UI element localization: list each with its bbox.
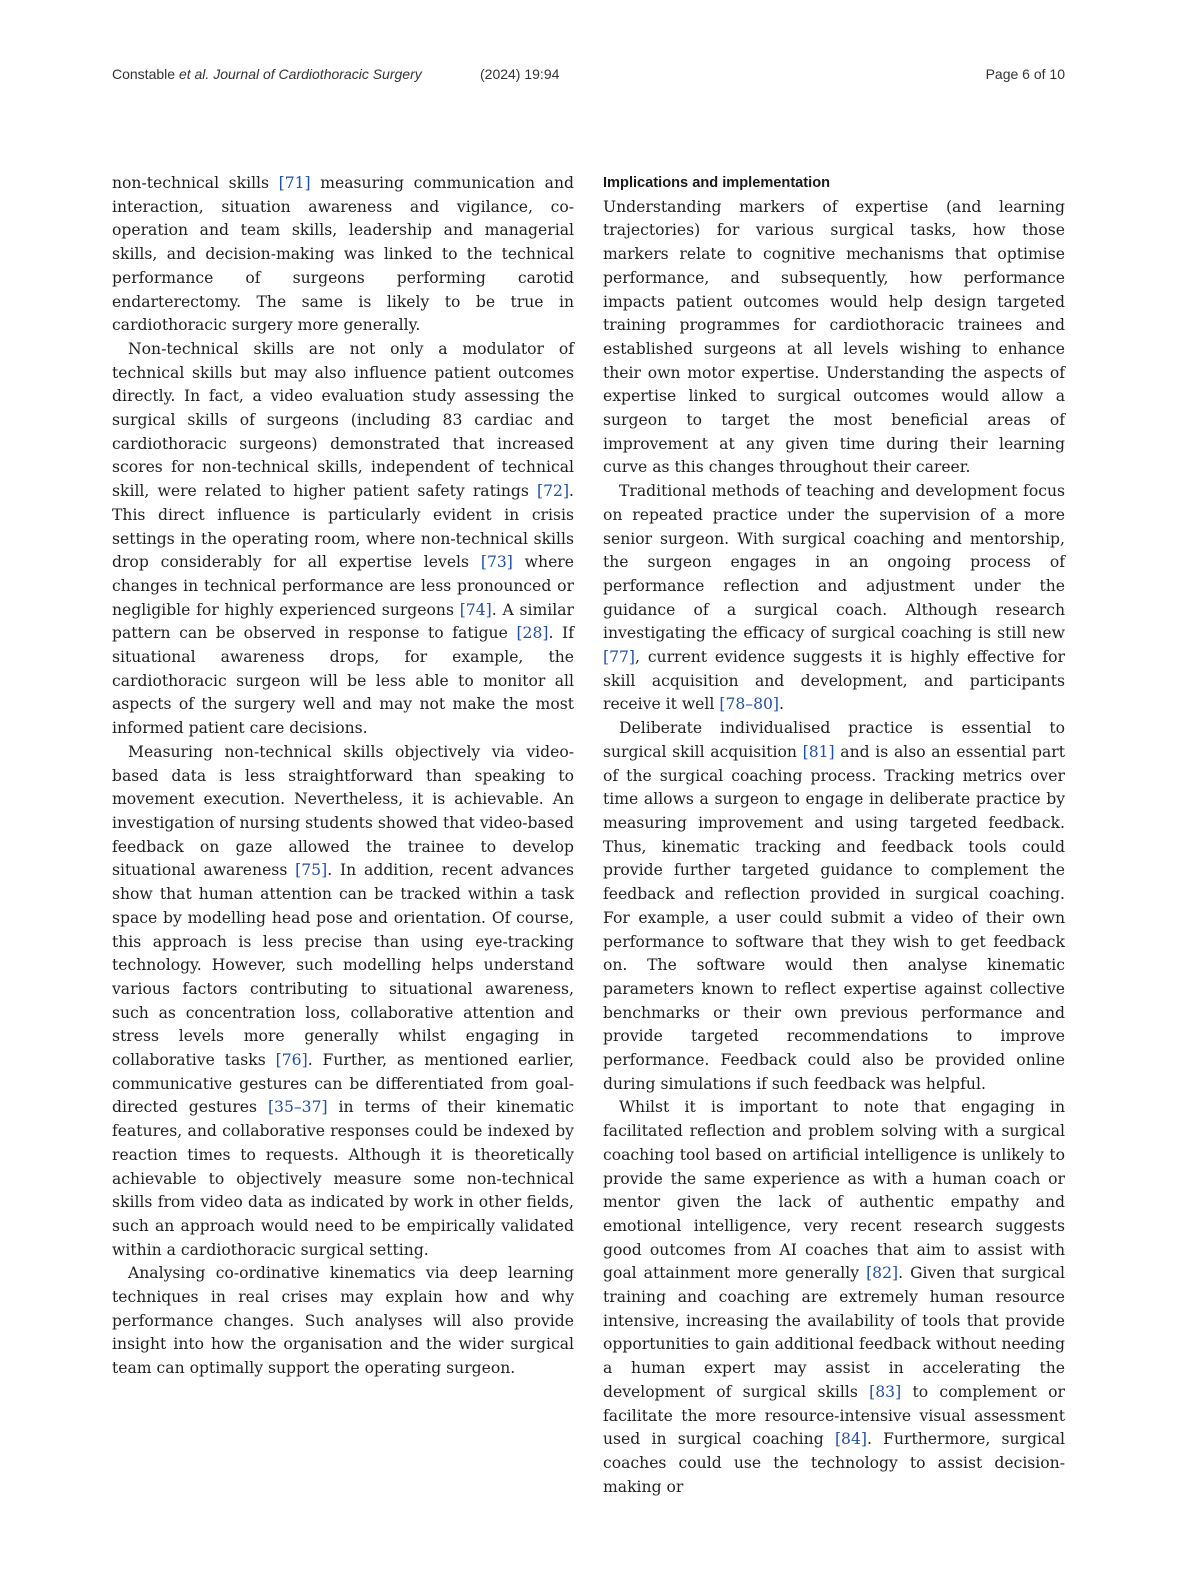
citation-link[interactable]: [72]	[537, 482, 570, 501]
paragraph: Analysing co-ordinative kinematics via deep learning techniques in real crises may explain how and why performance changes. Such analyses will also provide insight into how the organisation and the wider surgical team can optimally support the operating surgeon.	[112, 1264, 574, 1378]
paragraph: Measuring non-technical skills objectively via video-based data is less straightforward than speaking to movement execution. Nevertheless, it is achievable. An investigation of nursing students showed that video-based feedback on gaze allowed the trainee to develop situational awareness [75]. In addition, recent advances show that human attention can be tracked within a task space by modelling head pose and orientation. Of course, this approach is less precise than using eye-tracking technology. However, such modelling helps understand various factors contributing to situational awareness, such as concentration loss, collaborative attention and stress levels more generally whilst engaging in collaborative tasks [76]. Further, as mentioned earlier, communicative gestures can be differentiated from goal-directed gestures [35–37] in terms of their kinematic features, and collaborative responses could be indexed by reaction times to requests. Although it is theoretically achievable to objectively measure some non-technical skills from video data as indicated by work in other fields, such an approach would need to be empirically validated within a cardiothoracic surgical setting.	[112, 742, 574, 1259]
running-header	[112, 66, 1065, 86]
citation-link[interactable]: [77]	[603, 648, 636, 667]
right-column	[603, 172, 1065, 1499]
citation-link[interactable]: [71]	[278, 174, 311, 192]
paragraph: Traditional methods of teaching and development focus on repeated practice under the supervision of a more senior surgeon. With surgical coaching and mentorship, the surgeon engages in an ongoing process of performance reflection and adjustment under the guidance of a surgical coach. Although research investigating the efficacy of surgical coaching is still new [77], current evidence suggests it is highly effective for skill acquisition and development, and participants receive it well [78–80].	[603, 482, 1065, 714]
paragraph: Deliberate individualised practice is essential to surgical skill acquisition [81] and is also an essential part of the surgical coaching process. Tracking metrics over time allows a surgeon to engage in deliberate practice by measuring improvement and using targeted feedback. Thus, kinematic tracking and feedback tools could provide further targeted guidance to complement the feedback and reflection provided in surgical coaching. For example, a user could submit a video of their own performance to software that they wish to get feedback on. The software would then analyse kinematic parameters known to reflect expertise against collective benchmarks or their own previous performance and provide targeted recommendations to improve performance. Feedback could also be provided online during simulations if such feedback was helpful.	[603, 719, 1066, 1093]
page-number: Page 6 of 10	[985, 66, 1065, 82]
citation-link[interactable]: [84]	[834, 1430, 867, 1449]
paragraph: Non-technical skills are not only a modulator of technical skills but may also influence patient outcomes directly. In fact, a video evaluation study assessing the surgical skills of surgeons (including 83 cardiac and cardiothoracic surgeons) demonstrated that increased scores for non-technical skills, independent of technical skill, were related to higher patient safety ratings [72]. This direct influence is particularly evident in crisis settings in the operating room, where non-technical skills drop considerably for all expertise levels [73] where changes in technical performance are less pronounced or negligible for highly experienced surgeons [74]. A similar pattern can be observed in response to fatigue [28]. If situational awareness drops, for example, the cardiothoracic surgeon will be less able to monitor all aspects of the surgery well and may not make the most informed patient care decisions.	[112, 339, 574, 738]
section-heading: Implications and implementation	[603, 175, 831, 191]
citation-link[interactable]: [82]	[866, 1264, 899, 1283]
citation-link[interactable]: [78–80]	[719, 695, 780, 714]
header-authors: Constable	[112, 66, 176, 82]
citation-link[interactable]: [83]	[869, 1382, 902, 1401]
header-journal: Journal of Cardiothoracic Surgery	[213, 66, 422, 82]
citation-link[interactable]: [81]	[802, 742, 835, 761]
citation-link[interactable]: [28]	[516, 624, 549, 643]
left-column	[112, 172, 574, 1381]
header-etal: et al.	[178, 66, 210, 82]
paragraph: Understanding markers of expertise (and learning trajectories) for various surgical tasks, how those markers relate to cognitive mechanisms that optimise performance, and subsequently, how performance impacts patient outcomes would help design targeted training programmes for cardiothoracic trainees and established surgeons at all levels wishing to enhance their own motor expertise. Understanding the aspects of expertise linked to surgical outcomes would allow a surgeon to target the most beneficial areas of improvement at any given time during their learning curve as this changes throughout their career.	[603, 197, 1065, 477]
citation-link[interactable]: [75]	[295, 861, 328, 880]
paragraph: non-technical skills [71] measuring communication and interaction, situation awareness and vigilance, co-operation and team skills, leadership and managerial skills, and decision-making was linked to the technical performance of surgeons performing carotid endarterectomy. The same is likely to be true in cardiothoracic surgery more generally.	[112, 174, 574, 335]
citation-line	[112, 66, 422, 82]
citation-link[interactable]: [74]	[459, 600, 492, 619]
citation-link[interactable]: [76]	[275, 1051, 308, 1070]
citation-link[interactable]: [73]	[480, 553, 513, 572]
paragraph: Whilst it is important to note that engaging in facilitated reflection and problem solving with a surgical coaching tool based on artificial intelligence is unlikely to provide the same experience as with a human coach or mentor given the lack of authentic empathy and emotional intelligence, very recent research suggests good outcomes from AI coaches that aim to assist with goal attainment more generally [82]. Given that surgical training and coaching are extremely human resource intensive, increasing the availability of tools that provide opportunities to gain additional feedback without needing a human expert may assist in accelerating the development of surgical skills [83] to complement or facilitate the more resource-intensive visual assessment used in surgical coaching [84]. Furthermore, surgical coaches could use the technology to assist decision-making or	[603, 1098, 1066, 1496]
citation-link[interactable]: [35–37]	[267, 1098, 328, 1117]
header-year-volume: (2024) 19:94	[480, 66, 560, 82]
